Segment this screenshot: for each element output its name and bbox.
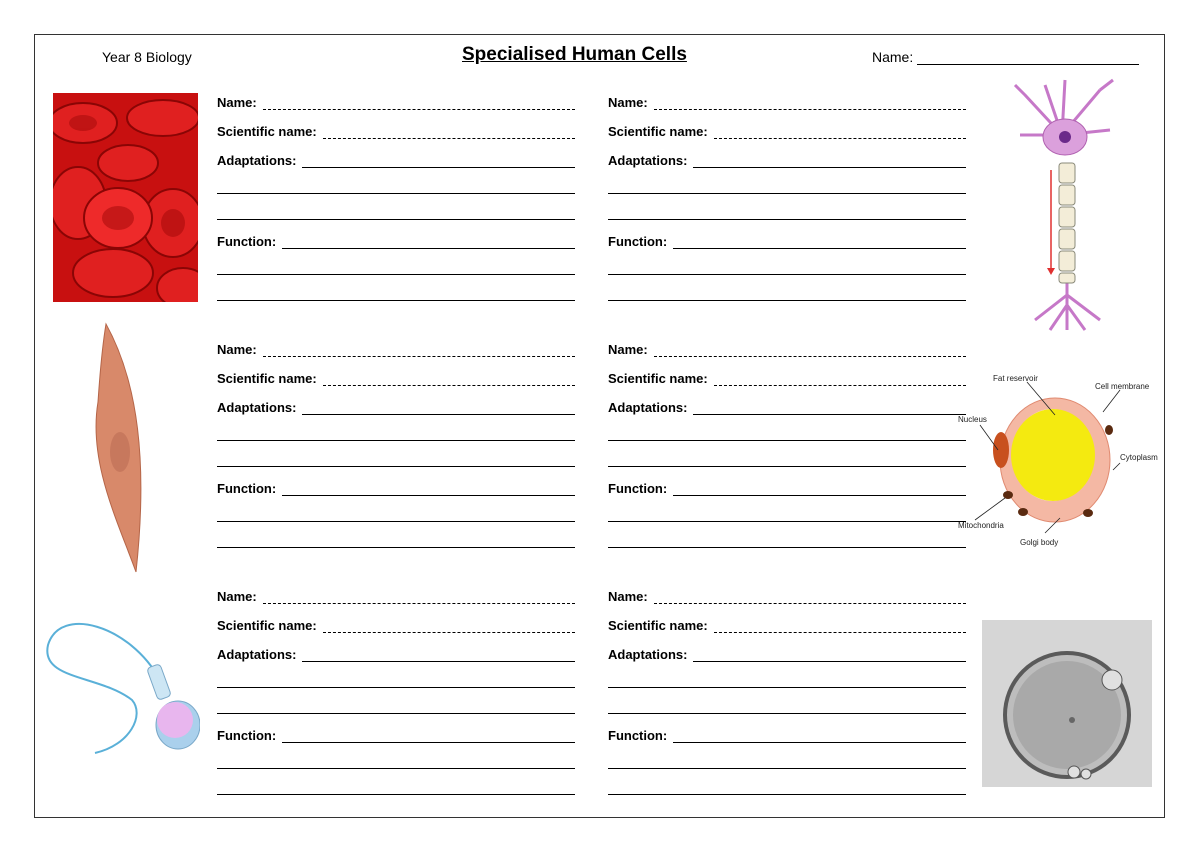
answer-line[interactable] [673, 236, 966, 249]
answer-line[interactable] [714, 620, 966, 633]
scientific-name-field[interactable] [608, 617, 966, 633]
answer-line[interactable] [673, 483, 966, 496]
answer-line[interactable] [217, 768, 575, 769]
answer-line[interactable] [302, 649, 575, 662]
adaptations-field[interactable] [608, 646, 966, 662]
answer-line[interactable] [282, 730, 575, 743]
answer-line[interactable] [263, 97, 575, 110]
scientific-name-field[interactable] [608, 370, 966, 386]
answer-block-bottom-right [608, 588, 966, 798]
name-label: Name: [217, 342, 257, 357]
answer-block-top-right [608, 94, 966, 304]
student-name-line[interactable] [917, 50, 1139, 65]
cytoplasm-label: Cytoplasm [1120, 453, 1158, 462]
page-title: Specialised Human Cells [462, 44, 687, 65]
answer-line[interactable] [282, 483, 575, 496]
scientific-name-label: Scientific name: [217, 371, 317, 386]
sperm-cell-image [40, 605, 200, 765]
scientific-name-label: Scientific name: [608, 618, 708, 633]
answer-line[interactable] [608, 274, 966, 275]
adaptations-label: Adaptations: [608, 647, 688, 662]
mitochondria-label: Mitochondria [958, 521, 1004, 530]
answer-line[interactable] [217, 440, 575, 441]
answer-line[interactable] [263, 344, 575, 357]
answer-line[interactable] [654, 591, 966, 604]
function-label: Function: [608, 234, 668, 249]
answer-line[interactable] [693, 155, 966, 168]
name-field[interactable] [608, 341, 966, 357]
adaptations-label: Adaptations: [217, 153, 297, 168]
answer-line[interactable] [673, 730, 966, 743]
answer-block-top-left [217, 94, 575, 304]
scientific-name-label: Scientific name: [217, 124, 317, 139]
name-field[interactable] [608, 94, 966, 110]
answer-line[interactable] [323, 126, 575, 139]
function-field[interactable] [608, 727, 966, 743]
answer-block-middle-right [608, 341, 966, 551]
adaptations-field[interactable] [608, 152, 966, 168]
name-field[interactable] [217, 94, 575, 110]
answer-line[interactable] [608, 768, 966, 769]
answer-line[interactable] [217, 219, 575, 220]
fat-cell-image [955, 370, 1170, 550]
function-field[interactable] [608, 480, 966, 496]
answer-line[interactable] [302, 155, 575, 168]
function-field[interactable] [217, 480, 575, 496]
scientific-name-label: Scientific name: [217, 618, 317, 633]
answer-block-middle-left [217, 341, 575, 551]
answer-line[interactable] [608, 547, 966, 548]
adaptations-label: Adaptations: [217, 400, 297, 415]
nucleus-label: Nucleus [958, 415, 987, 424]
answer-line[interactable] [608, 193, 966, 194]
nerve-cell-image [1005, 75, 1120, 333]
adaptations-field[interactable] [608, 399, 966, 415]
function-label: Function: [217, 481, 277, 496]
function-field[interactable] [608, 233, 966, 249]
answer-line[interactable] [302, 402, 575, 415]
function-label: Function: [217, 728, 277, 743]
answer-line[interactable] [217, 687, 575, 688]
scientific-name-field[interactable] [217, 617, 575, 633]
golgi-body-label: Golgi body [1020, 538, 1059, 547]
function-label: Function: [608, 728, 668, 743]
student-name-field[interactable] [872, 49, 1139, 65]
answer-line[interactable] [217, 547, 575, 548]
answer-line[interactable] [217, 713, 575, 714]
name-label: Name: [217, 589, 257, 604]
answer-line[interactable] [282, 236, 575, 249]
cell-membrane-label: Cell membrane [1095, 382, 1150, 391]
answer-line[interactable] [693, 402, 966, 415]
function-label: Function: [608, 481, 668, 496]
answer-line[interactable] [263, 591, 575, 604]
fat-reservoir-label: Fat reservoir [993, 374, 1038, 383]
function-field[interactable] [217, 233, 575, 249]
answer-line[interactable] [693, 649, 966, 662]
scientific-name-field[interactable] [217, 370, 575, 386]
adaptations-field[interactable] [217, 646, 575, 662]
muscle-cell-image [78, 322, 158, 574]
answer-line[interactable] [608, 466, 966, 467]
egg-cell-image [982, 620, 1152, 787]
answer-line[interactable] [608, 794, 966, 795]
adaptations-field[interactable] [217, 152, 575, 168]
function-label: Function: [217, 234, 277, 249]
scientific-name-field[interactable] [217, 123, 575, 139]
answer-line[interactable] [217, 274, 575, 275]
answer-line[interactable] [714, 373, 966, 386]
scientific-name-label: Scientific name: [608, 371, 708, 386]
answer-block-bottom-left [217, 588, 575, 798]
answer-line[interactable] [714, 126, 966, 139]
answer-line[interactable] [217, 521, 575, 522]
class-label: Year 8 Biology [102, 49, 192, 65]
answer-line[interactable] [323, 373, 575, 386]
answer-line[interactable] [654, 97, 966, 110]
scientific-name-label: Scientific name: [608, 124, 708, 139]
answer-line[interactable] [217, 794, 575, 795]
scientific-name-field[interactable] [608, 123, 966, 139]
answer-line[interactable] [654, 344, 966, 357]
name-field[interactable] [217, 588, 575, 604]
answer-line[interactable] [608, 219, 966, 220]
name-field[interactable] [217, 341, 575, 357]
adaptations-field[interactable] [217, 399, 575, 415]
answer-line[interactable] [217, 466, 575, 467]
name-label: Name: [608, 589, 648, 604]
adaptations-label: Adaptations: [217, 647, 297, 662]
answer-line[interactable] [608, 300, 966, 301]
adaptations-label: Adaptations: [608, 153, 688, 168]
function-field[interactable] [217, 727, 575, 743]
answer-line[interactable] [217, 193, 575, 194]
answer-line[interactable] [217, 300, 575, 301]
answer-line[interactable] [608, 521, 966, 522]
answer-line[interactable] [608, 440, 966, 441]
student-name-label: Name: [872, 49, 914, 65]
name-label: Name: [608, 95, 648, 110]
answer-line[interactable] [608, 687, 966, 688]
name-label: Name: [217, 95, 257, 110]
answer-line[interactable] [323, 620, 575, 633]
adaptations-label: Adaptations: [608, 400, 688, 415]
name-field[interactable] [608, 588, 966, 604]
red-blood-cells-image [53, 93, 198, 302]
answer-line[interactable] [608, 713, 966, 714]
name-label: Name: [608, 342, 648, 357]
